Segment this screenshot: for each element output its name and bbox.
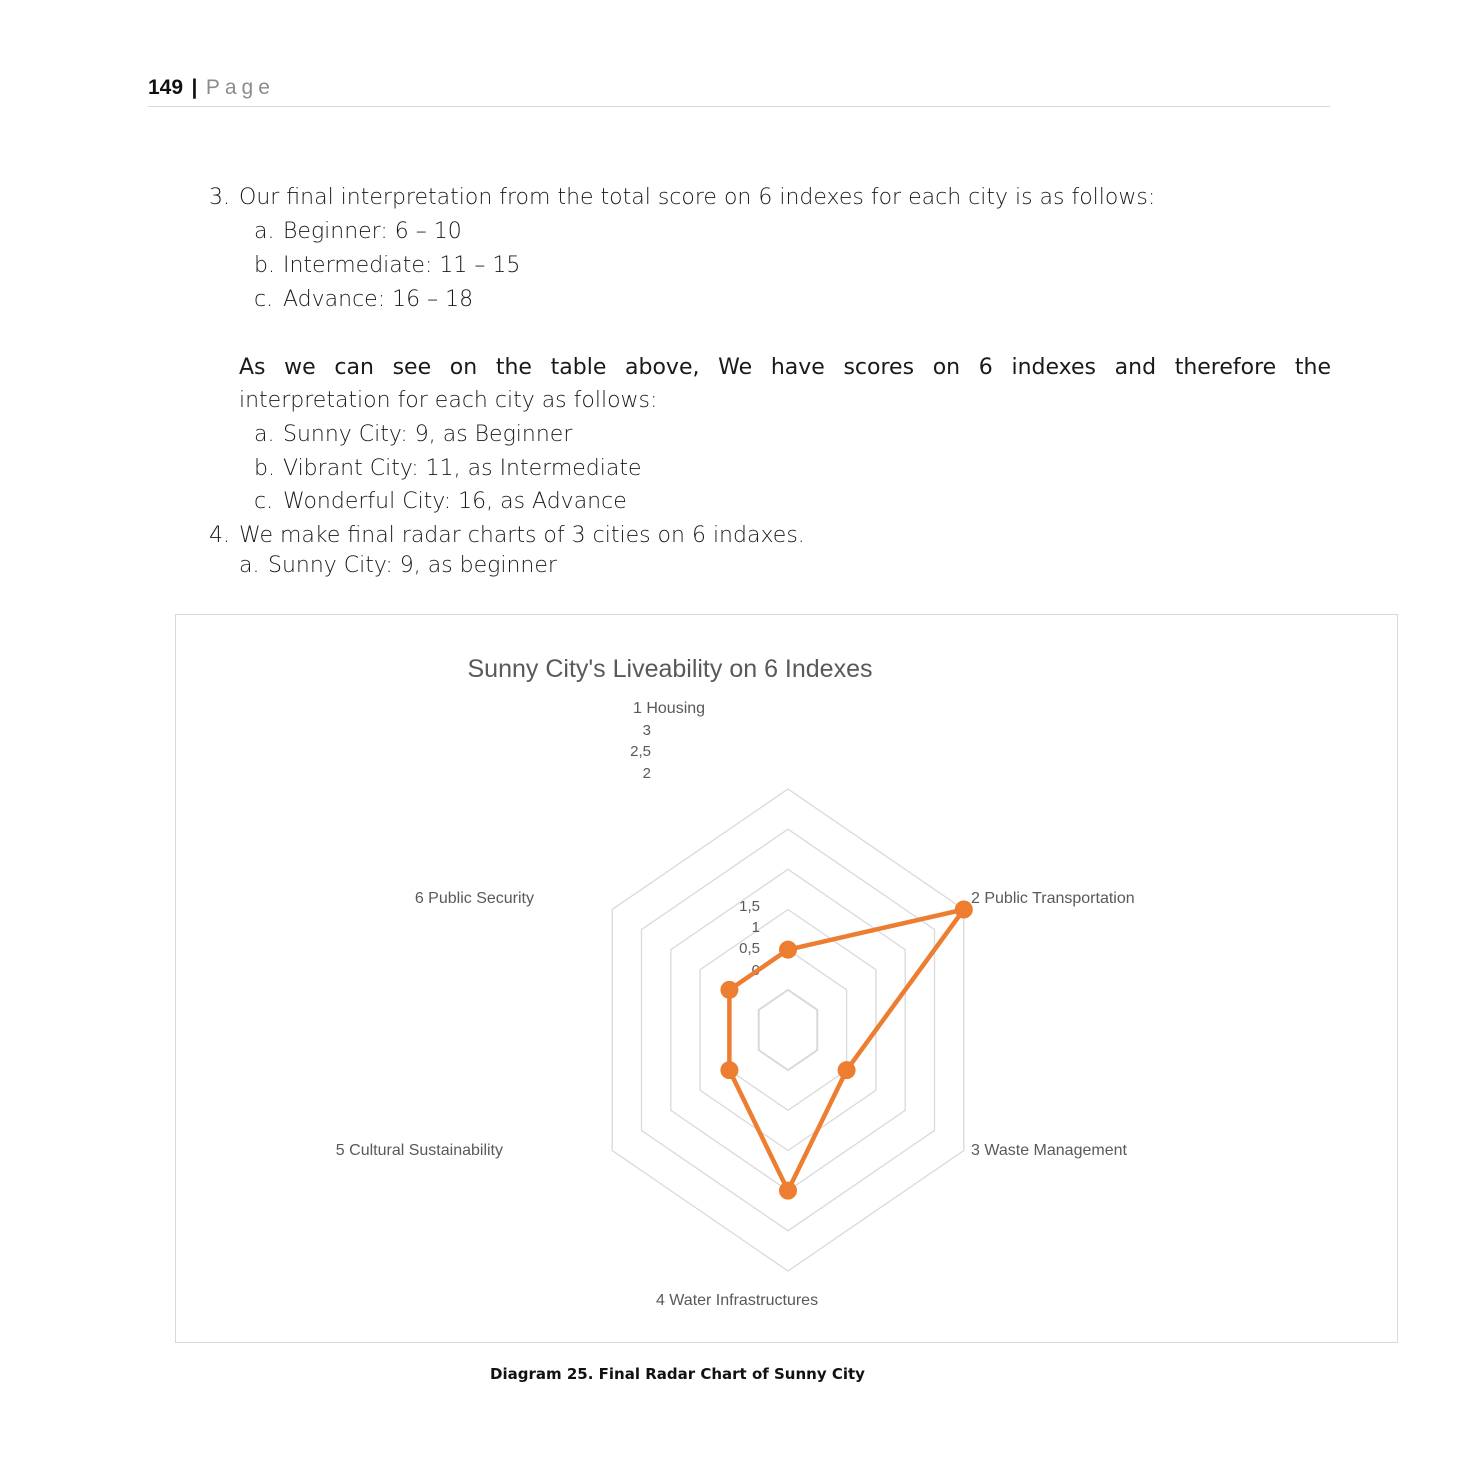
city-marker: a. xyxy=(254,422,275,447)
city-wonderful: Wonderful City: 16, as Advance xyxy=(283,489,627,514)
data-point xyxy=(720,1061,738,1079)
page-label: Page xyxy=(205,76,275,99)
tick-label: 0,5 xyxy=(739,940,760,957)
radar-category-labels xyxy=(336,700,1135,1309)
figure-caption: Diagram 25. Final Radar Chart of Sunny City xyxy=(490,1365,865,1383)
grid-ring xyxy=(671,869,905,1190)
grid-ring xyxy=(729,950,846,1111)
category-label: 1 Housing xyxy=(633,700,706,717)
data-point xyxy=(779,941,797,959)
tick-label: 3 xyxy=(642,722,651,739)
category-label: 3 Waste Management xyxy=(971,1142,1127,1159)
list-item-4a-marker: a. xyxy=(239,553,260,578)
city-marker: c. xyxy=(254,489,274,514)
data-point xyxy=(955,901,973,919)
list-marker-4: 4. xyxy=(209,523,230,548)
list-subitem-intermediate: Intermediate: 11 – 15 xyxy=(283,253,521,278)
paragraph-line-2: interpretation for each city as follows: xyxy=(239,388,658,413)
city-sunny: Sunny City: 9, as Beginner xyxy=(283,422,573,447)
chart-title: Sunny City's Liveability on 6 Indexes xyxy=(467,655,873,683)
radar-tick-labels xyxy=(630,722,760,979)
header-separator: | xyxy=(191,76,198,99)
category-label: 2 Public Transportation xyxy=(971,890,1135,907)
data-point xyxy=(720,981,738,999)
list-item-3-text: Our final interpretation from the total score on 6 indexes for each city is as follows: xyxy=(239,185,1156,210)
list-subitem-marker: c. xyxy=(254,287,274,312)
grid-ring xyxy=(759,990,818,1070)
list-subitem-advance: Advance: 16 – 18 xyxy=(283,287,474,312)
page-number: 149 xyxy=(148,76,184,99)
city-vibrant: Vibrant City: 11, as Intermediate xyxy=(283,456,642,481)
list-item-4-text: We make final radar charts of 3 cities on 6 indaxes. xyxy=(239,523,805,548)
tick-label: 0 xyxy=(751,962,760,979)
grid-ring xyxy=(641,829,934,1231)
category-label: 5 Cultural Sustainability xyxy=(335,1142,503,1159)
tick-label: 1 xyxy=(751,919,760,936)
category-label: 6 Public Security xyxy=(414,890,534,907)
tick-label: 2,5 xyxy=(630,743,651,760)
paragraph-line-1: As we can see on the table above, We have scores on 6 indexes and therefore the xyxy=(239,355,1331,380)
category-label: 4 Water Infrastructures xyxy=(655,1292,819,1309)
list-marker-3: 3. xyxy=(209,185,230,210)
city-marker: b. xyxy=(254,456,275,481)
list-subitem-beginner: Beginner: 6 – 10 xyxy=(283,219,462,244)
data-point xyxy=(838,1061,856,1079)
data-point xyxy=(779,1182,797,1200)
list-item-4a-text: Sunny City: 9, as beginner xyxy=(268,553,557,578)
list-subitem-marker: b. xyxy=(254,253,275,278)
tick-label: 2 xyxy=(642,765,651,782)
tick-label: 1,5 xyxy=(739,898,760,915)
list-subitem-marker: a. xyxy=(254,219,275,244)
